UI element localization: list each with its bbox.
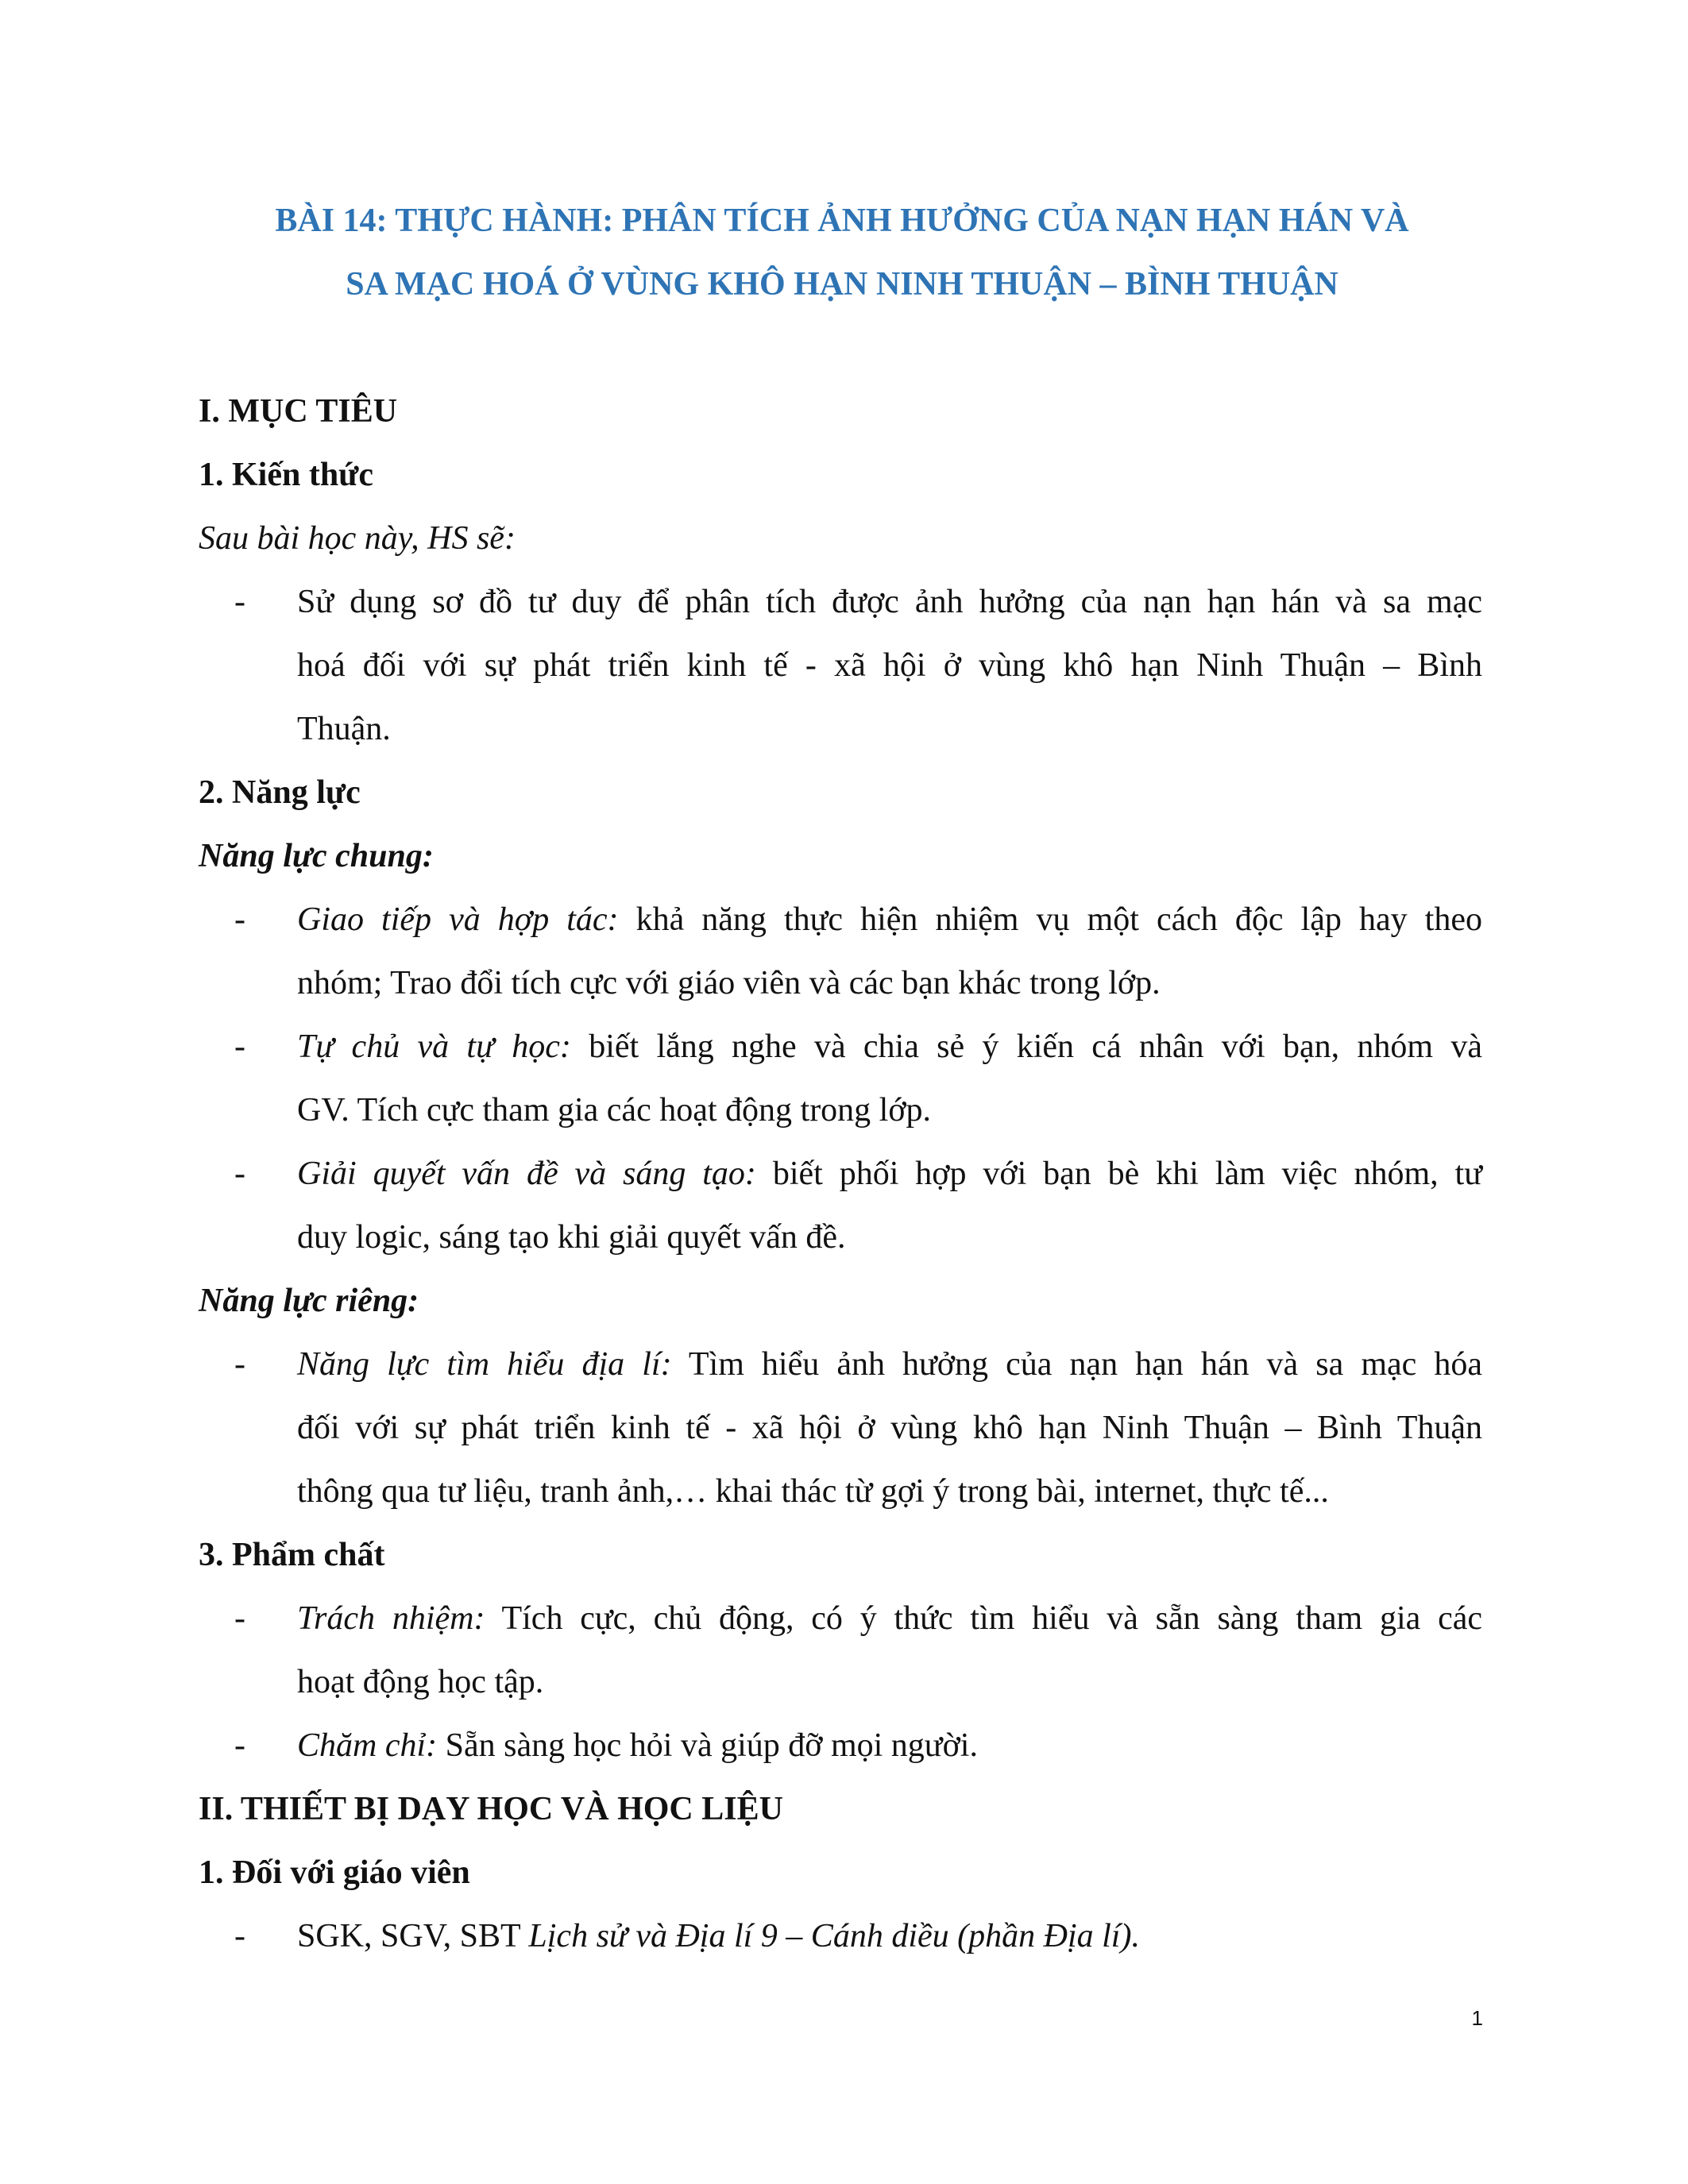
competence-item-line: thông qua tư liệu, tranh ảnh,… khai thác từ gợi ý trong bài, internet, thực tế... xyxy=(297,1473,1329,1510)
page-number: 1 xyxy=(1471,2006,1483,2030)
competence-item-line: duy logic, sáng tạo khi giải quyết vấn đề. xyxy=(297,1219,846,1256)
quality-item-line: hoạt động học tập. xyxy=(297,1664,544,1700)
quality-item-line xyxy=(297,1595,1482,1642)
section-heading-equipment: II. THIẾT BỊ DẠY HỌC VÀ HỌC LIỆU xyxy=(199,1791,783,1827)
knowledge-bullet-line: hoá đối với sự phát triển kinh tế - xã hội ở vùng khô hạn Ninh Thuận – Bình xyxy=(297,647,1482,684)
item-text: Sẵn sàng học hỏi và giúp đỡ mọi người. xyxy=(437,1727,978,1764)
subheading-teacher: 1. Đối với giáo viên xyxy=(199,1854,470,1891)
specific-competence-heading: Năng lực riêng: xyxy=(199,1283,419,1319)
subheading-knowledge: 1. Kiến thức xyxy=(199,457,374,493)
competence-item-line xyxy=(297,1341,1482,1388)
section-heading-objectives: I. MỤC TIÊU xyxy=(199,393,398,430)
competence-item-line xyxy=(297,1023,1482,1071)
bullet-dash: - xyxy=(234,1600,245,1637)
item-text: biết lắng nghe và chia sẻ ý kiến cá nhân với bạn, nhóm và xyxy=(570,1028,1482,1065)
subheading-qualities: 3. Phẩm chất xyxy=(199,1537,385,1573)
competence-item-line: đối với sự phát triển kinh tế - xã hội ở vùng khô hạn Ninh Thuận – Bình Thuận xyxy=(297,1410,1482,1446)
item-label: Năng lực tìm hiểu địa lí: xyxy=(297,1346,672,1383)
item-label: Giải quyết vấn đề và sáng tạo: xyxy=(297,1156,756,1192)
item-text: SGK, SGV, SBT xyxy=(297,1918,529,1954)
item-label: Giao tiếp và hợp tác: xyxy=(297,901,619,938)
item-text: khả năng thực hiện nhiệm vụ một cách độc lập hay theo xyxy=(618,901,1482,938)
item-text: biết phối hợp với bạn bè khi làm việc nhóm, tư xyxy=(755,1156,1482,1192)
item-text: Tích cực, chủ động, có ý thức tìm hiểu và sẵn sàng tham gia các xyxy=(485,1600,1483,1637)
competence-item-line xyxy=(297,896,1482,943)
competence-item-line: nhóm; Trao đổi tích cực với giáo viên và các bạn khác trong lớp. xyxy=(297,965,1161,1001)
competence-item-line: GV. Tích cực tham gia các hoạt động trong lớp. xyxy=(297,1092,932,1129)
bullet-dash: - xyxy=(234,1918,245,1954)
bullet-dash: - xyxy=(234,584,245,620)
item-label: Trách nhiệm: xyxy=(297,1600,485,1637)
bullet-dash: - xyxy=(234,901,245,938)
teacher-item-line xyxy=(297,1912,1482,1960)
item-text: Tìm hiểu ảnh hưởng của nạn hạn hán và sa mạc hóa xyxy=(671,1346,1482,1383)
item-label: Tự chủ và tự học: xyxy=(297,1028,571,1065)
bullet-dash: - xyxy=(234,1028,245,1065)
item-book-title: Lịch sử và Địa lí 9 – Cánh diều (phần Địa lí). xyxy=(528,1918,1140,1954)
knowledge-intro: Sau bài học này, HS sẽ: xyxy=(199,520,516,557)
subheading-competence: 2. Năng lực xyxy=(199,774,361,811)
knowledge-bullet-line: Sử dụng sơ đồ tư duy để phân tích được ảnh hưởng của nạn hạn hán và sa mạc xyxy=(297,584,1482,620)
competence-item-line xyxy=(297,1150,1482,1198)
quality-item-line xyxy=(297,1722,1482,1769)
bullet-dash: - xyxy=(234,1346,245,1383)
lesson-title-line-1: BÀI 14: THỰC HÀNH: PHÂN TÍCH ẢNH HƯỞNG CỦA NẠN HẠN HÁN VÀ xyxy=(275,203,1409,239)
general-competence-heading: Năng lực chung: xyxy=(199,838,434,874)
knowledge-bullet-line: Thuận. xyxy=(297,711,391,747)
item-label: Chăm chỉ: xyxy=(297,1727,438,1764)
bullet-dash: - xyxy=(234,1156,245,1192)
lesson-title-line-2: SA MẠC HOÁ Ở VÙNG KHÔ HẠN NINH THUẬN – BÌNH THUẬN xyxy=(346,266,1338,303)
bullet-dash: - xyxy=(234,1727,245,1764)
